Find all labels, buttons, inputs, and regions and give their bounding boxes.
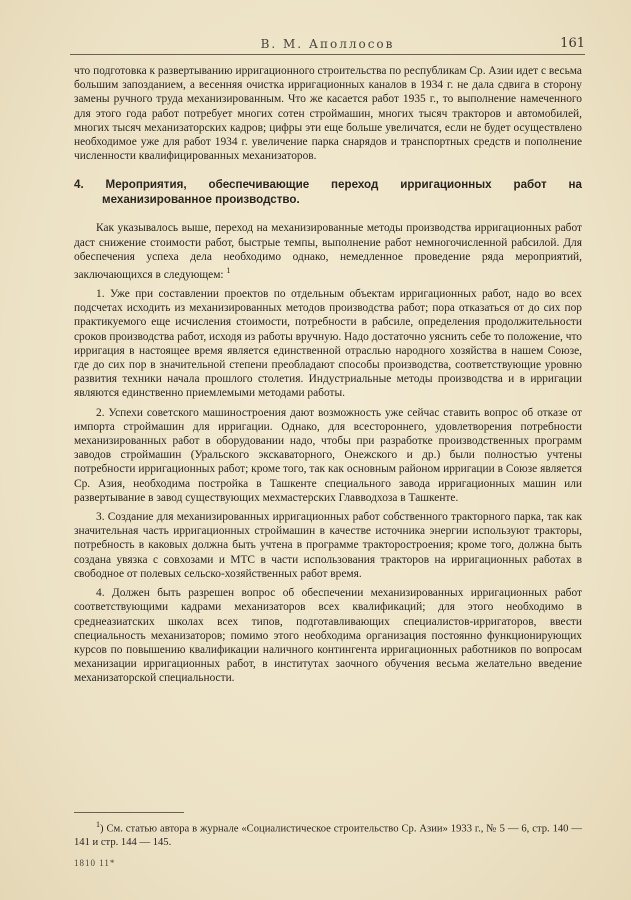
header-author: В. М. Аполлосов (260, 37, 395, 51)
running-header (70, 36, 585, 55)
footnote-ref: 1 (226, 266, 231, 276)
paragraph-4: 4. Должен быть разрешен вопрос об обеспечении механизированных ирригационных работ соответствующими кадрами механизаторов всех квалификаций; для этого необходимо в среднеазиатских школах всех типов, подготавливающих специалистов-ирригаторов, ввести специальность механизаторов; помимо этого необходима организация постоянно функционирующих курсов по повышению квалификации наличного контингента ирригационных работников по вопросам механизации ирригационных работ, в институтах заочного обучения весьма желательно введение механизаторской специальности. (74, 587, 582, 685)
body-text (74, 64, 582, 686)
footnote-mark: 1 (96, 820, 100, 829)
paragraph-3: 3. Создание для механизированных ирригационных работ собственного тракторного парка, так как значительная часть ирригационных строймашин в качестве источника энергии используют тракторы, потребность в каковых должна быть учтена в программе тракторостроения; кроме того, должна быть создана увязка с совхозами и МТС в части использования тракторов на ирригационных работах в свободное от полевых сельско-хозяйственных работ время. (74, 511, 582, 580)
paragraph-0-text: Как указывалось выше, переход на механизированные методы производства ирригационных работ даст снижение стоимости работ, быстрые темпы, выполнение работ немногочисленной рабсилой. Для обеспечения успеха дела необходимо однако, немедленное проведение ряда мероприятий, заключающихся в следующем: (74, 222, 582, 281)
printer-signature: 1810 11* (74, 858, 116, 868)
intro-paragraph: что подготовка к развертыванию ирригационного строительства по республикам Ср. Азии идет с весьма большим запозданием, а весенняя очистка ирригационных каналов в 1934 г. не дала сдвига в сторону замены ручного труда механизированным. Что же касается работ 1935 г., то выполнение намеченного для этого года работ потребует многих сотен строймашин, многих тысяч тракторов и автомобилей, многих тысяч механизаторских кадров; цифры эти еще больше увеличатся, если не будет осуществлено необходимое уже для работ 1934 г. увеличение парка снарядов и транспортных средств и пополнение численности квалифицированных механизаторов. (74, 65, 582, 163)
paragraph-1: 1. Уже при составлении проектов по отдельным объектам ирригационных работ, надо во всех подсчетах исходить из механизированных методов производства работ; пора отказаться от до сих пор практикуемого еще исчисления стоимости, потребности в рабсиле, определения продолжительности сроков производства работ, исходя из работы вручную. Надо достаточно уяснить себе то положение, что ирригация в настоящее время является единственной отраслью народного хозяйства в нашем Союзе, где до сих пор в значительной степени преобладают способы производства, соответствующие уровню развития техники начала прошлого столетия. Индустриальные методы производства и в ирригации являются единственно приемлемыми методами работы. (74, 288, 582, 400)
page-number: 161 (560, 36, 585, 51)
footnote-text: ) См. статью автора в журнале «Социалистическое строительство Ср. Азии» 1933 г., № 5 — 6, стр. 140 — 141 и стр. 144 — 145. (74, 823, 582, 849)
paragraph-0 (74, 221, 582, 282)
footnote (74, 818, 582, 850)
paragraph-2: 2. Успехи советского машиностроения дают возможность уже сейчас ставить вопрос об отказе от импорта строймашин для ирригации. Однако, для всестороннего, удовлетворения потребности механизированных работ в оборудовании надо, чтобы при разработке производственных программ заводов строймашин (Уральского экскаваторного, Онежского и др.) были полностью учтены потребности ирригационных работ; кроме того, так как основным районом ирригации в Союзе является Ср. Азия, необходима постройка в Ташкенте специального завода ирригационных машин или развертывание в завод существующих мехмастерских Главводхоза в Ташкенте. (74, 406, 582, 504)
footnote-divider (74, 812, 184, 813)
section-heading: 4. Мероприятия, обеспечивающие переход ирригационных работ на механизированное производство. (74, 178, 582, 207)
